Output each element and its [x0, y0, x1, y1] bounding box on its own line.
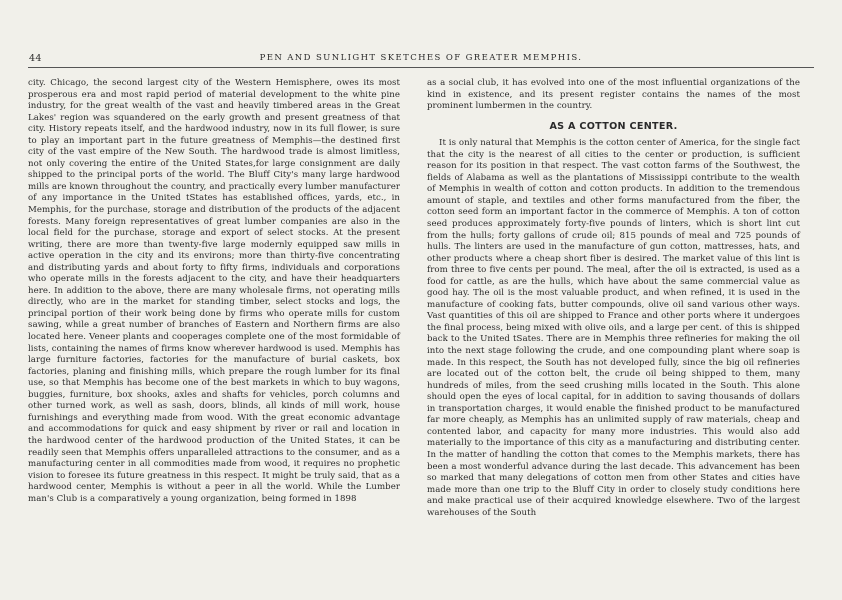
- left-column: [28, 78, 400, 505]
- page-header: [28, 53, 814, 65]
- section-heading-cotton: AS A COTTON CENTER.: [549, 120, 678, 132]
- page-number: 44: [29, 53, 42, 64]
- header-rule: [28, 67, 814, 68]
- right-column: [427, 78, 800, 519]
- lumber-paragraph: city. Chicago, the second largest city of the Western Hemisphere, owes its most prosperous era and most rapid period of material development to the white pine industry, for the great wealth of the vast and heavily timbered areas in the Great Lakes' region was squandered on the early growth and present greatness of that city. History repeats itself, and the hardwood industry, now in its full flower, is sure to play an important part in the future greatness of Memphis—the destined first city of the vast empire of the New South. The hardwood trade is almost limitless, not only covering the entire of the United States,for large consignment are daily shipped to the principal ports of the world. The Bluff City's many large hardwood mills are known throughout the country, and practically every lumber manufacturer of any importance in the United tStates has established offices, yards, etc., in Memphis, for the purchase, storage and distribution of the products of the adjacent forests. Many foreign representatives of great lumber companies are also in the local field for the purchase, storage and export of select stocks. At the present writing, there are more than twenty-five large modernly equipped saw mills in active operation in the city and its environs; more than thirty-five concentrating and distributing yards and about forty to fifty firms, individuals and corporations who operate mills in the forests adjacent to the city, and have their headquarters here. In addition to the above, there are many wholesale firms, not operating mills directly, who are in the market for standing timber, select stocks and logs, the principal portion of their work being done by firms who operate mills for custom sawing, while a great number of branches of Eastern and Northern firms are also located here. Veneer plants and cooperages complete one of the most formidable of lists, containing the names of firms know wherever hardwood is used. Memphis has large furniture factories, factories for the manufacture of burial caskets, box factories, planing and finishing mills, which prepare the rough lumber for its final use, so that Memphis has become one of the best markets in which to buy wagons, buggies, furniture, box shooks, axles and shafts for vehicles, porch columns and other turned work, as well as sash, doors, blinds, all kinds of mill work, house furnishings and everything made from wood. With the great economic advantage and accommodations for quick and easy shipment by river or rail and location in the hardwood center of the hardwood production of the United States, it can be readily seen that Memphis offers unparalleled attractions to the consumer, and as a manufacturing center in all commodities made from wood, it requires no prophetic vision to foresee its future greatness in this respect. It might be truly said, that as a hardwood center, Memphis is without a peer in all the world. While the Lumber man's Club is a comparatively a young organization, being formed in 1898: [28, 78, 400, 504]
- lumber-continuation: as a social club, it has evolved into one of the most influential organizations of the kind in existence, and its present register contains the names of the most prominent lumbermen in the country.: [427, 78, 800, 112]
- running-title: PEN AND SUNLIGHT SKETCHES OF GREATER MEMPHIS.: [259, 53, 583, 63]
- cotton-paragraph: It is only natural that Memphis is the cotton center of America, for the single fact that the city is the nearest of all cities to the center or production, is sufficient reason for its position in that respect. The vast cotton farms of the Southwest, the fields of Alabama as well as the plantations of Mississippi contribute to the wealth of Memphis in wealth of cotton and cotton products. In addition to the tremendous amount of staple, and textiles and other forms manufactured from the fiber, the cotton seed form an important factor in the commerce of Memphis. A ton of cotton seed produces approximately forty-five pounds of linters, which is short lint cut from the hulls; forty gallons of crude oil; 815 pounds of meal and 725 pounds of hulls. The linters are used in the manufacture of gun cotton, mattresses, hats, and other products where a cheap short fiber is desired. The market value of this lint is from three to five cents per pound. The meal, after the oil is extracted, is used as a food for cattle, as are the hulls, which have about the same commercial value as good hay. The oil is the most valuable product, and when refined, it is used in the manufacture of cooking fats, butter compounds, olive oil sand various other ways. Vast quantities of this oil are shipped to France and other ports where it undergoes the final process, being mixed with olive oils, and a large per cent. of this is shipped back to the United tSates. There are in Memphis three refineries for making the oil into the next stage following the crude, and one compounding plant where soap is made. In this respect, the South has not developed fully, since the big oil refineries are located out of the cotton belt, the crude oil being shipped to them, many hundreds of miles, from the seed crushing mills located in the South. This alone should open the eyes of local capital, for in addition to saving thousands of dollars in transportation charges, it would enable the finished product to be manufactured far more cheaply, as Memphis has an unlimited supply of raw materials, cheap and contented labor, and capacity for many more industries. This would also add materially to the importance of this city as a manufacturing and distributing center. In the matter of handling the cotton that comes to the Memphis markets, there has been a most wonderful advance during the last decade. This advancement has been so marked that many delegations of cotton men from other States and cities have made more than one trip to the Bluff City in order to closely study conditions here and make practical use of their acquired knowledge elsewhere. Two of the largest warehouses of the South: [427, 138, 800, 518]
